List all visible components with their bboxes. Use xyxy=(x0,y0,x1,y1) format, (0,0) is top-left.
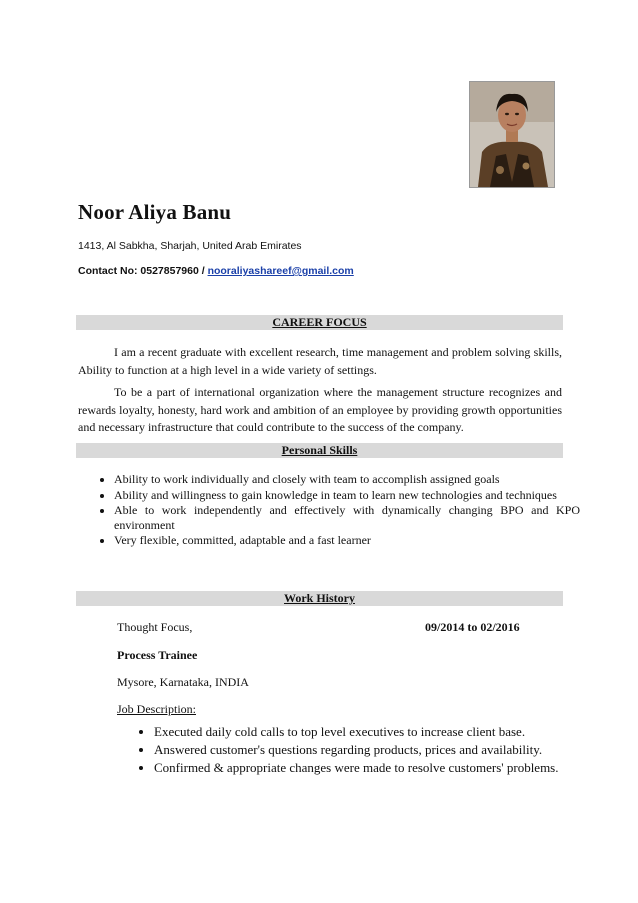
career-focus-heading: CAREER FOCUS xyxy=(76,315,563,330)
job-location: Mysore, Karnataka, INDIA xyxy=(117,675,249,689)
contact-number: Contact No: 0527857960 / xyxy=(78,265,208,277)
profile-photo-image xyxy=(470,82,554,187)
career-focus-paragraph-1: I am a recent graduate with excellent research, time management and problem solving skills, Ability to function at a high level in a wide variety of settings. xyxy=(78,345,562,377)
address: 1413, Al Sabkha, Sharjah, United Arab Emirates xyxy=(78,240,302,252)
list-item: • Able to work independently and effectively with dynamically changing BPO and KPO environment xyxy=(114,503,580,532)
list-item: • Confirmed & appropriate changes were made to resolve customers' problems. xyxy=(154,760,582,776)
list-item: • Very flexible, committed, adaptable and a fast learner xyxy=(114,533,580,548)
job-duties-list xyxy=(134,724,582,778)
work-history-heading: Work History xyxy=(76,591,563,606)
profile-photo xyxy=(469,81,555,188)
employment-dates: 09/2014 to 02/2016 xyxy=(425,620,520,634)
list-item: • Executed daily cold calls to top level executives to increase client base. xyxy=(154,724,582,740)
job-title: Process Trainee xyxy=(117,648,198,662)
list-item: • Ability to work individually and closely with team to accomplish assigned goals xyxy=(114,472,580,487)
career-focus-paragraph-2: To be a part of international organization where the management structure recognizes and rewards loyalty, honesty, hard work and ambition of an employee by providing growth opportunities and necessary infrastructure that could contribute to the success of the company. xyxy=(78,385,562,434)
contact-line xyxy=(78,265,354,277)
personal-skills-list xyxy=(96,472,580,549)
list-item: • Ability and willingness to gain knowledge in team to learn new technologies and techniques xyxy=(114,488,580,503)
company-name: Thought Focus, xyxy=(117,620,193,634)
job-description-label: Job Description: xyxy=(117,702,196,716)
email-link[interactable]: nooraliyashareef@gmail.com xyxy=(207,265,354,277)
list-item: • Answered customer's questions regarding products, prices and availability. xyxy=(154,742,582,758)
candidate-name: Noor Aliya Banu xyxy=(78,200,232,224)
personal-skills-heading: Personal Skills xyxy=(76,443,563,458)
